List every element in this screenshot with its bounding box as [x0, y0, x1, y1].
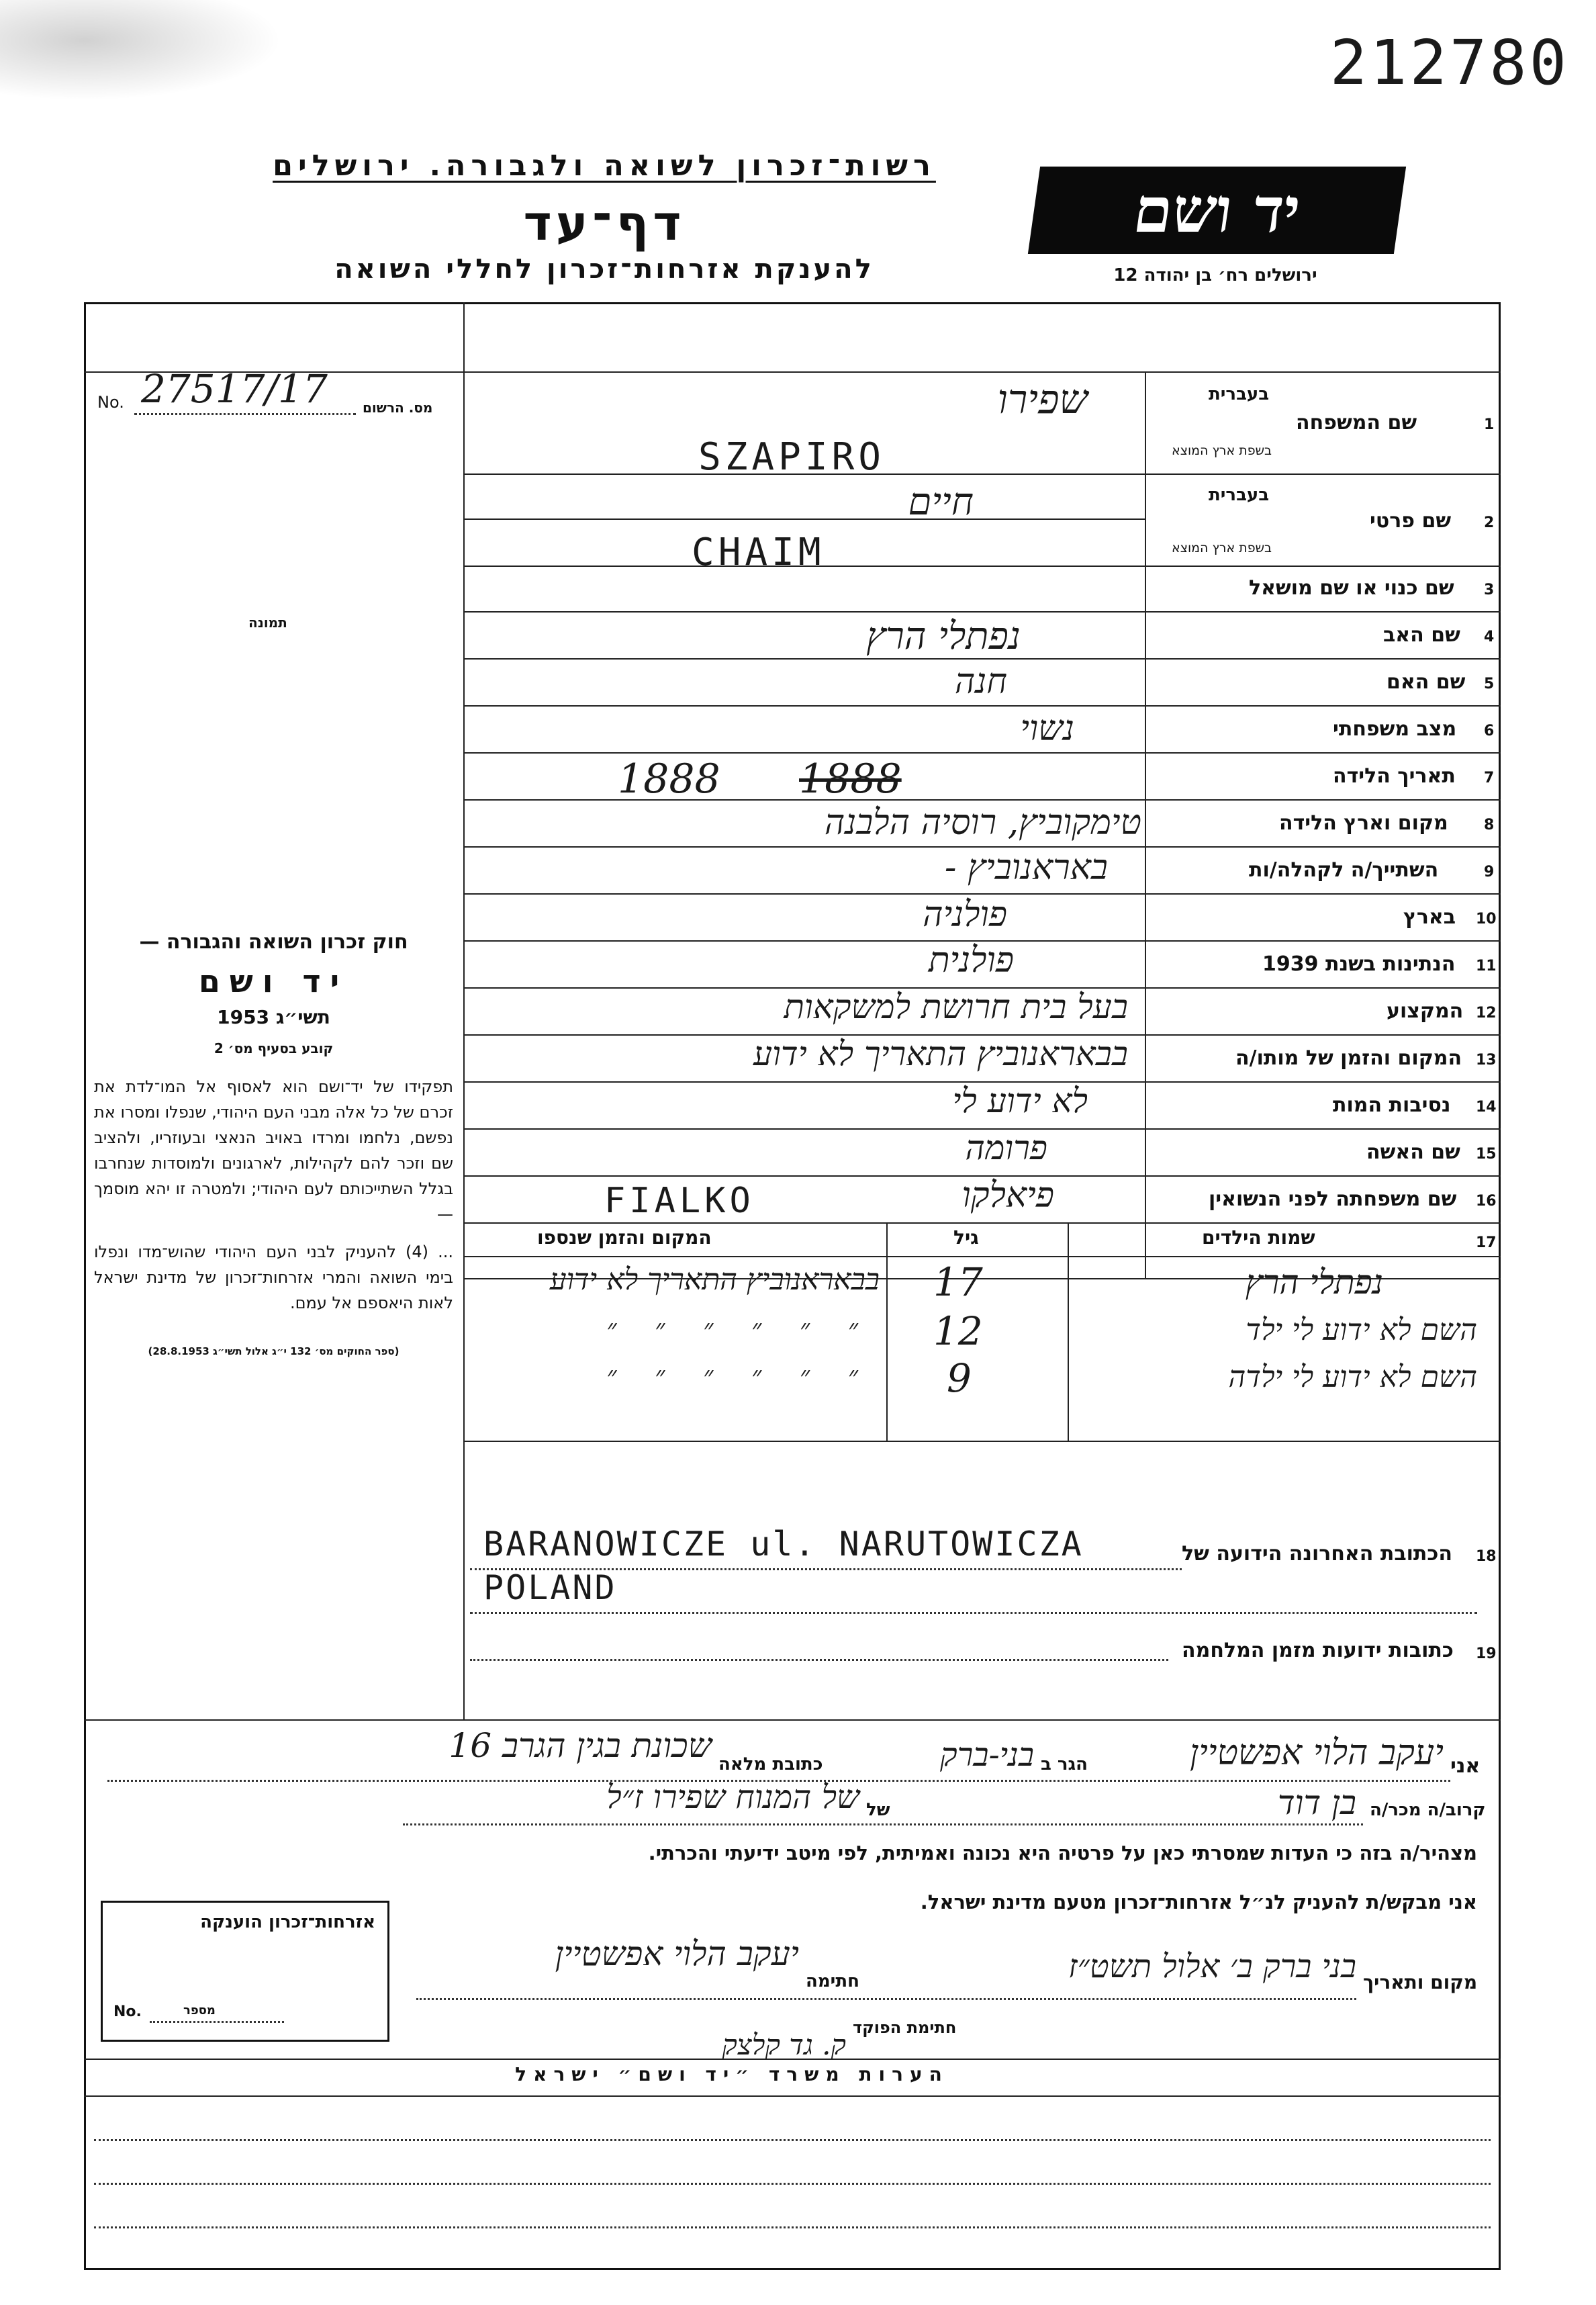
field-7-value: 1888: [618, 756, 720, 803]
field-1-hebrew-label: בעברית: [1209, 384, 1270, 404]
citizenship-box-number-label: מספר: [183, 2003, 216, 2018]
field-13-value: בבאראנוביץ התאריך לא ידוע: [753, 1034, 1128, 1073]
field-16-foreign-value: FIALKO: [604, 1181, 755, 1221]
child-2-place: ״ ״ ״ ״ ״ ״: [606, 1314, 873, 1345]
photo-label: תמונה: [248, 615, 287, 631]
declarant-address: שכונת בגין הגרב 16: [449, 1726, 712, 1765]
officer-signature-label: חתימת הפוקד: [853, 2018, 957, 2037]
declarant-residing-label: הגר ב: [1041, 1754, 1088, 1774]
child-1-name: נפתלי הרץ: [1245, 1263, 1383, 1302]
citizenship-box-title: אזרחות־זכרון הוענקה: [200, 1912, 375, 1932]
field-1-foreign-value: SZAPIRO: [698, 435, 886, 479]
field-1-foreign-label: בשפת ארץ המוצא: [1172, 443, 1272, 458]
field-15-number: 15: [1476, 1146, 1497, 1163]
field-7-number: 7: [1484, 770, 1495, 786]
field-3-number: 3: [1484, 582, 1495, 598]
field-19-label: כתובות ידועות מזמן המלחמה: [1182, 1639, 1454, 1662]
field-1-hebrew-value: שפירו: [997, 376, 1088, 423]
field-2-label: שם פרטי: [1370, 509, 1452, 533]
law-title: חוק זכרון השואה והגבורה —: [139, 930, 408, 954]
field-9-number: 9: [1484, 864, 1495, 880]
child-1-age: 17: [933, 1259, 983, 1305]
law-paragraph-1: תפקידו של יד־ושם הוא לאסוף אל המו־לדת את זכרם של כל אלה מבני העם היהודי, שנפלו ומסרו את נפשם, נלחמו ומרדו באויב הנאצי ובעוזריו, ולהציב שם וזכר להם לקהילות, לארגונים ולמוסדות שנחרבו בגלל השתייכותם לעם היהודי; ולמטרה זו יהא מוסמך —: [94, 1077, 453, 1224]
law-paragraph-2: ... (4) להעניק לבני העם היהודי שהוש־מדו ונפלו בימי השואה והמרי אזרחות־זכרון של מדינת ישראל לאות היאספם אל עמם.: [94, 1242, 453, 1312]
field-16-label: שם משפחתה לפני הנשואין: [1209, 1187, 1457, 1211]
field-4-label: שם האב: [1383, 623, 1460, 647]
field-4-value: נפתלי הרץ: [866, 615, 1021, 658]
field-6-value: נשוי: [1020, 709, 1074, 749]
field-9-value: באראנוביץ -: [944, 848, 1108, 888]
field-3-label: שם כנוי או שם מושאל: [1249, 576, 1454, 600]
yad-vashem-logo: [1028, 167, 1406, 254]
logo-text: יד ושם: [1129, 174, 1305, 246]
law-name: יד ושם: [198, 963, 349, 999]
child-2-age: 12: [933, 1308, 983, 1354]
field-2-hebrew-value: חיים: [908, 480, 974, 524]
signature-label: חתימה: [806, 1971, 859, 1991]
declarant-relation: בן דוד: [1277, 1783, 1356, 1822]
declarant-name: יעקב הלוי אפשטיין: [1190, 1733, 1444, 1773]
field-7-label: תאריך הלידה: [1333, 764, 1456, 788]
officer-signature: ק. גד קלצק: [722, 2028, 846, 2061]
field-2-foreign-value: CHAIM: [692, 531, 825, 574]
field-9-label: השתייך/ה לקהלה/ות: [1249, 858, 1439, 882]
header-title: דף־עד: [523, 195, 686, 251]
citizenship-box-no: No.: [113, 2003, 142, 2020]
field-18-label: הכתובת האחרונה הידועה של: [1182, 1542, 1453, 1566]
field-4-number: 4: [1484, 629, 1495, 645]
declarant-i-label: אני: [1450, 1754, 1481, 1778]
field-12-number: 12: [1476, 1005, 1497, 1022]
field-14-value: לא ידוע לי: [952, 1081, 1088, 1120]
field-6-label: מצב משפחתי: [1333, 717, 1457, 741]
field-7-struck-value: 1888: [799, 756, 902, 803]
field-16-number: 16: [1476, 1193, 1497, 1210]
declarant-city: בני-ברק: [940, 1736, 1034, 1774]
citizenship-box: [101, 1901, 389, 2042]
child-3-name: השם לא ידוע לי ילדה: [1228, 1360, 1477, 1394]
declarant-relative-label: קרוב/ה מכר/ה: [1370, 1800, 1486, 1820]
field-8-label: מקום וארץ הלידה: [1279, 811, 1448, 835]
child-3-age: 9: [947, 1355, 972, 1401]
header-subtitle: להענקת אזרחות־זכרון לחללי השואה: [334, 254, 874, 285]
field-16-value: פיאלקו: [961, 1175, 1054, 1216]
field-12-label: המקצוע: [1387, 999, 1464, 1023]
remarks-label: הערות משרד ״יד ושם״ ישראל: [515, 2063, 949, 2085]
stamp-number: 212780: [1329, 27, 1569, 99]
law-section: קובע בסעיף מס׳ 2: [214, 1040, 334, 1056]
header-address: ירושלים רח׳ בן יהודה 12: [1113, 265, 1317, 285]
field-18-value-line2: POLAND: [483, 1568, 617, 1607]
field-18-value-line1: BARANOWICZE ul. NARUTOWICZA: [483, 1525, 1084, 1564]
law-source: (ספר החוקים מס׳ 132 י״ג אלול תשי״ג 28.8.1953): [148, 1345, 400, 1357]
field-8-number: 8: [1484, 817, 1495, 833]
field-1-label: שם המשפחה: [1296, 411, 1417, 435]
field-8-value: טימקוביץ, רוסיה הלבנה: [824, 803, 1141, 843]
field-12-value: בעל בית חרושת למשקאות: [784, 987, 1128, 1026]
field-2-hebrew-label: בעברית: [1209, 485, 1270, 505]
field-5-value: חנה: [954, 662, 1007, 702]
field-6-number: 6: [1484, 723, 1495, 739]
declarant-of-label: של: [866, 1800, 890, 1820]
field-14-number: 14: [1476, 1099, 1497, 1116]
child-1-place: בבאראנוביץ התאריך לא ידוע: [549, 1263, 880, 1297]
field-11-value: פולנית: [928, 940, 1014, 981]
declarant-declaration: מצהיר/ה בזה כי העדות שמסרתי כאן על פרטיה היא נכונה ואמיתית, לפי מיטב ידיעתי והכרתי.: [648, 1842, 1477, 1864]
place-date-value: בני ברק ב׳ אלול תשט״ז: [1068, 1948, 1356, 1985]
field-1-number: 1: [1484, 416, 1495, 433]
children-header-place: המקום והזמן שנספו: [537, 1226, 712, 1249]
field-10-label: בארץ: [1403, 905, 1456, 929]
field-18-number: 18: [1476, 1548, 1497, 1565]
law-year: תשי״ג 1953: [217, 1006, 330, 1028]
registration-no-prefix: No.: [97, 393, 124, 412]
place-date-label: מקום ותאריך: [1363, 1971, 1478, 1993]
field-2-number: 2: [1484, 514, 1495, 531]
field-5-label: שם האם: [1387, 670, 1466, 694]
signature-value: יעקב הלוי אפשטיין: [555, 1934, 799, 1973]
registration-label: מס. הרשום: [363, 400, 433, 416]
declarant-address-label: כתובת מלאה: [718, 1754, 823, 1774]
field-11-number: 11: [1476, 958, 1497, 975]
header-authority: רשות־זכרון לשואה ולגבורה. ירושלים: [273, 149, 936, 183]
field-13-label: המקום והזמן של מותו/ה: [1235, 1046, 1462, 1070]
field-10-number: 10: [1476, 911, 1497, 928]
field-10-value: פולניה: [923, 895, 1007, 935]
child-3-place: ״ ״ ״ ״ ״ ״: [606, 1361, 873, 1392]
children-header-age: גיל: [953, 1226, 979, 1249]
field-2-foreign-label: בשפת ארץ המוצא: [1172, 541, 1272, 555]
law-block: [94, 930, 453, 1357]
field-11-label: הנתינות בשנת 1939: [1262, 952, 1456, 976]
declarant-request: אני מבקש/ת להעניק לנ״ל אזרחות־זכרון מטעם מדינת ישראל.: [920, 1891, 1477, 1913]
declarant-of-value: של המנוח שפירו ז״ל: [606, 1778, 859, 1816]
field-14-label: נסיבות המות: [1333, 1093, 1451, 1117]
field-19-number: 19: [1476, 1645, 1497, 1662]
field-15-value: פרומה: [965, 1128, 1047, 1167]
children-header-names: שמות הילדים: [1202, 1226, 1315, 1249]
field-13-number: 13: [1476, 1052, 1497, 1069]
field-15-label: שם האשה: [1366, 1140, 1460, 1164]
scan-smudge: [0, 0, 282, 101]
child-2-name: השם לא ידוע לי ילד: [1246, 1313, 1477, 1347]
registration-value: 27517/17: [141, 366, 328, 412]
field-5-number: 5: [1484, 676, 1495, 692]
children-number: 17: [1476, 1234, 1497, 1251]
